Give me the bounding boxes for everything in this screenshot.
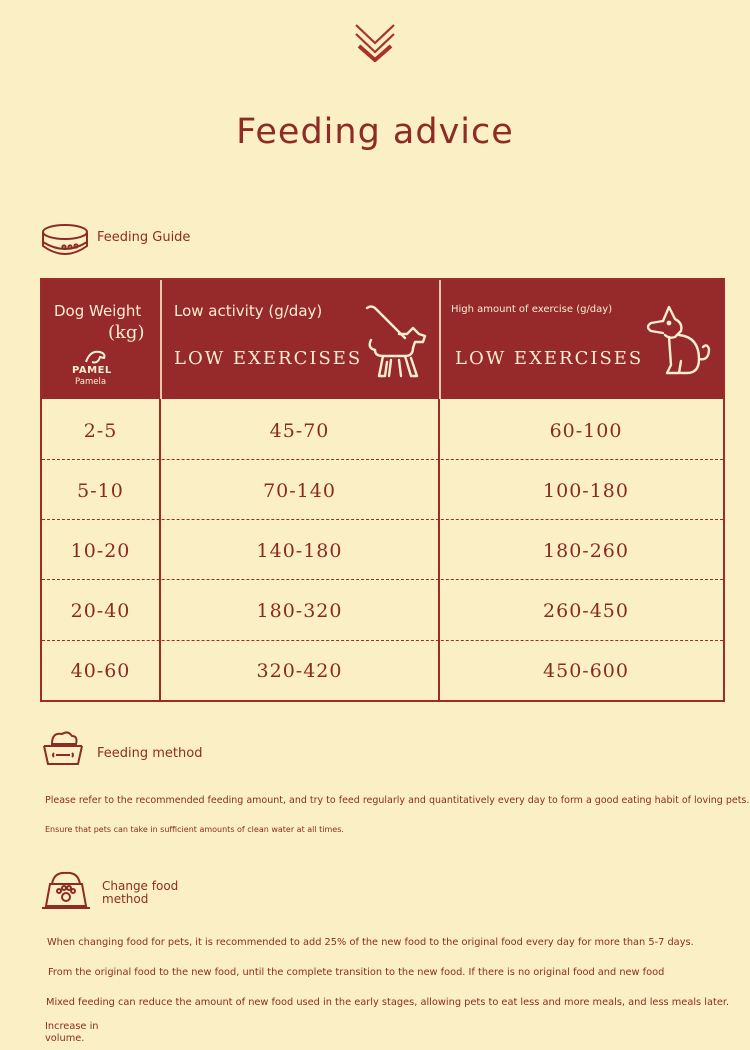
table-row [42,641,723,701]
dog-on-leash-icon [365,304,429,380]
table-row [42,521,723,581]
weight-unit: (kg) [108,322,145,343]
high-activity-cell: 180-260 [543,540,629,562]
high-activity-cell: 100-180 [543,480,629,502]
brand-name: Pamela [75,377,107,387]
low-activity-cell: 70-140 [263,480,336,502]
weight-cell: 20-40 [70,600,131,622]
high-activity-big: LOW EXERCISES [455,348,644,369]
low-activity-big: LOW EXERCISES [174,348,363,369]
high-activity-cell: 260-450 [543,600,629,622]
change-food-label-line-1: Change food [102,879,179,893]
bowl-with-paw-icon [40,870,92,912]
weight-header-label: Dog Weight [54,302,142,320]
feeding-guide-label: Feeding Guide [97,230,191,245]
food-bowl-icon [40,222,90,258]
change-food-text-2: From the original food to the new food, until the complete transition to the new food. If there is no original food and new food [48,967,665,978]
low-activity-header [162,280,439,399]
table-row [42,461,723,521]
weight-header [42,280,160,399]
table-header [42,280,723,399]
weight-cell: 40-60 [70,660,131,682]
table-row [42,401,723,461]
high-activity-cell: 60-100 [549,420,623,442]
low-activity-cell: 45-70 [269,420,330,442]
page-title: Feeding advice [236,112,514,152]
low-activity-cell: 140-180 [256,540,343,562]
pamela-logo [84,348,108,366]
low-activity-cell: 180-320 [256,600,343,622]
feeding-method-text-1: Please refer to the recommended feeding amount, and try to feed regularly and quantitatively every day to form a good eating habit of loving pets. [45,795,750,806]
change-food-text-4a: Increase in [45,1021,99,1032]
brand-logo-text: PAMEL [72,365,112,376]
change-food-text-4b: volume. [45,1033,85,1044]
double-chevron-down-icon [353,22,397,62]
weight-cell: 2-5 [83,420,118,442]
change-food-text-3: Mixed feeding can reduce the amount of new food used in the early stages, allowing pets to eat less and more meals, and less meals later. [46,997,730,1008]
low-activity-label: Low activity (g/day) [174,302,323,320]
weight-cell: 10-20 [70,540,131,562]
change-food-label [102,880,178,906]
feeding-method-text-2: Ensure that pets can take in sufficient amounts of clean water at all times. [45,825,344,834]
change-food-text-4 [45,1021,99,1045]
weight-cell: 5-10 [77,480,124,502]
table-row [42,581,723,641]
change-food-label-line-2: method [102,892,149,906]
high-activity-cell: 450-600 [543,660,629,682]
low-activity-cell: 320-420 [256,660,343,682]
high-activity-header [441,280,723,399]
bowl-with-bone-icon [40,730,86,768]
sitting-dog-icon [643,305,713,377]
change-food-text-1: When changing food for pets, it is recommended to add 25% of the new food to the original food every day for more than 5-7 days. [47,937,694,948]
feeding-method-label: Feeding method [97,746,203,761]
high-activity-label: High amount of exercise (g/day) [451,304,613,315]
feeding-table [40,278,725,702]
